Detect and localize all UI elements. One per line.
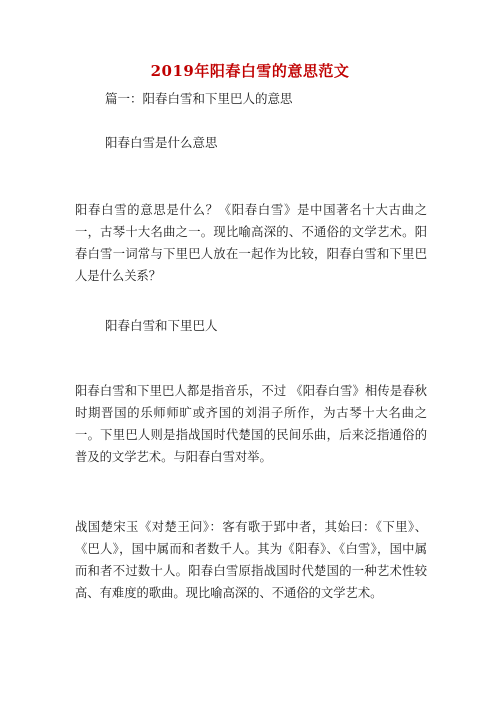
section-paragraph: 阳春白雪的意思是什么？《阳春白雪》是中国著名十大古曲之一，古琴十大名曲之一。现比喻高深的、不通俗的文学艺术。阳春白雪一词常与下里巴人放在一起作为比较，阳春白雪和下里巴人是什么关系？: [75, 203, 427, 283]
section-heading: 阳春白雪是什么意思: [105, 135, 218, 150]
section-paragraph: 阳春白雪和下里巴人都是指音乐，不过 《阳春白雪》相传是春秋时期晋国的乐师师旷或齐国的刘涓子所作，为古琴十大名曲之一。下里巴人则是指战国时代楚国的民间乐曲，后来泛指通俗的普及的文学艺术。与阳春白雪对举。: [75, 384, 427, 464]
document-subtitle: 篇一：阳春白雪和下里巴人的意思: [105, 91, 293, 106]
section-heading: 阳春白雪和下里巴人: [105, 318, 218, 333]
section-paragraph: 战国楚宋玉《对楚王问》：客有歌于郢中者，其始曰：《下里》、《巴人》，国中属而和者数千人。其为《阳春》、《白雪》，国中属而和者不过数十人。阳春白雪原指战国时代楚国的一种艺术性较高、有难度的歌曲。现比喻高深的、不通俗的文学艺术。: [75, 520, 427, 600]
document-title: 2019年阳春白雪的意思范文: [150, 62, 350, 80]
